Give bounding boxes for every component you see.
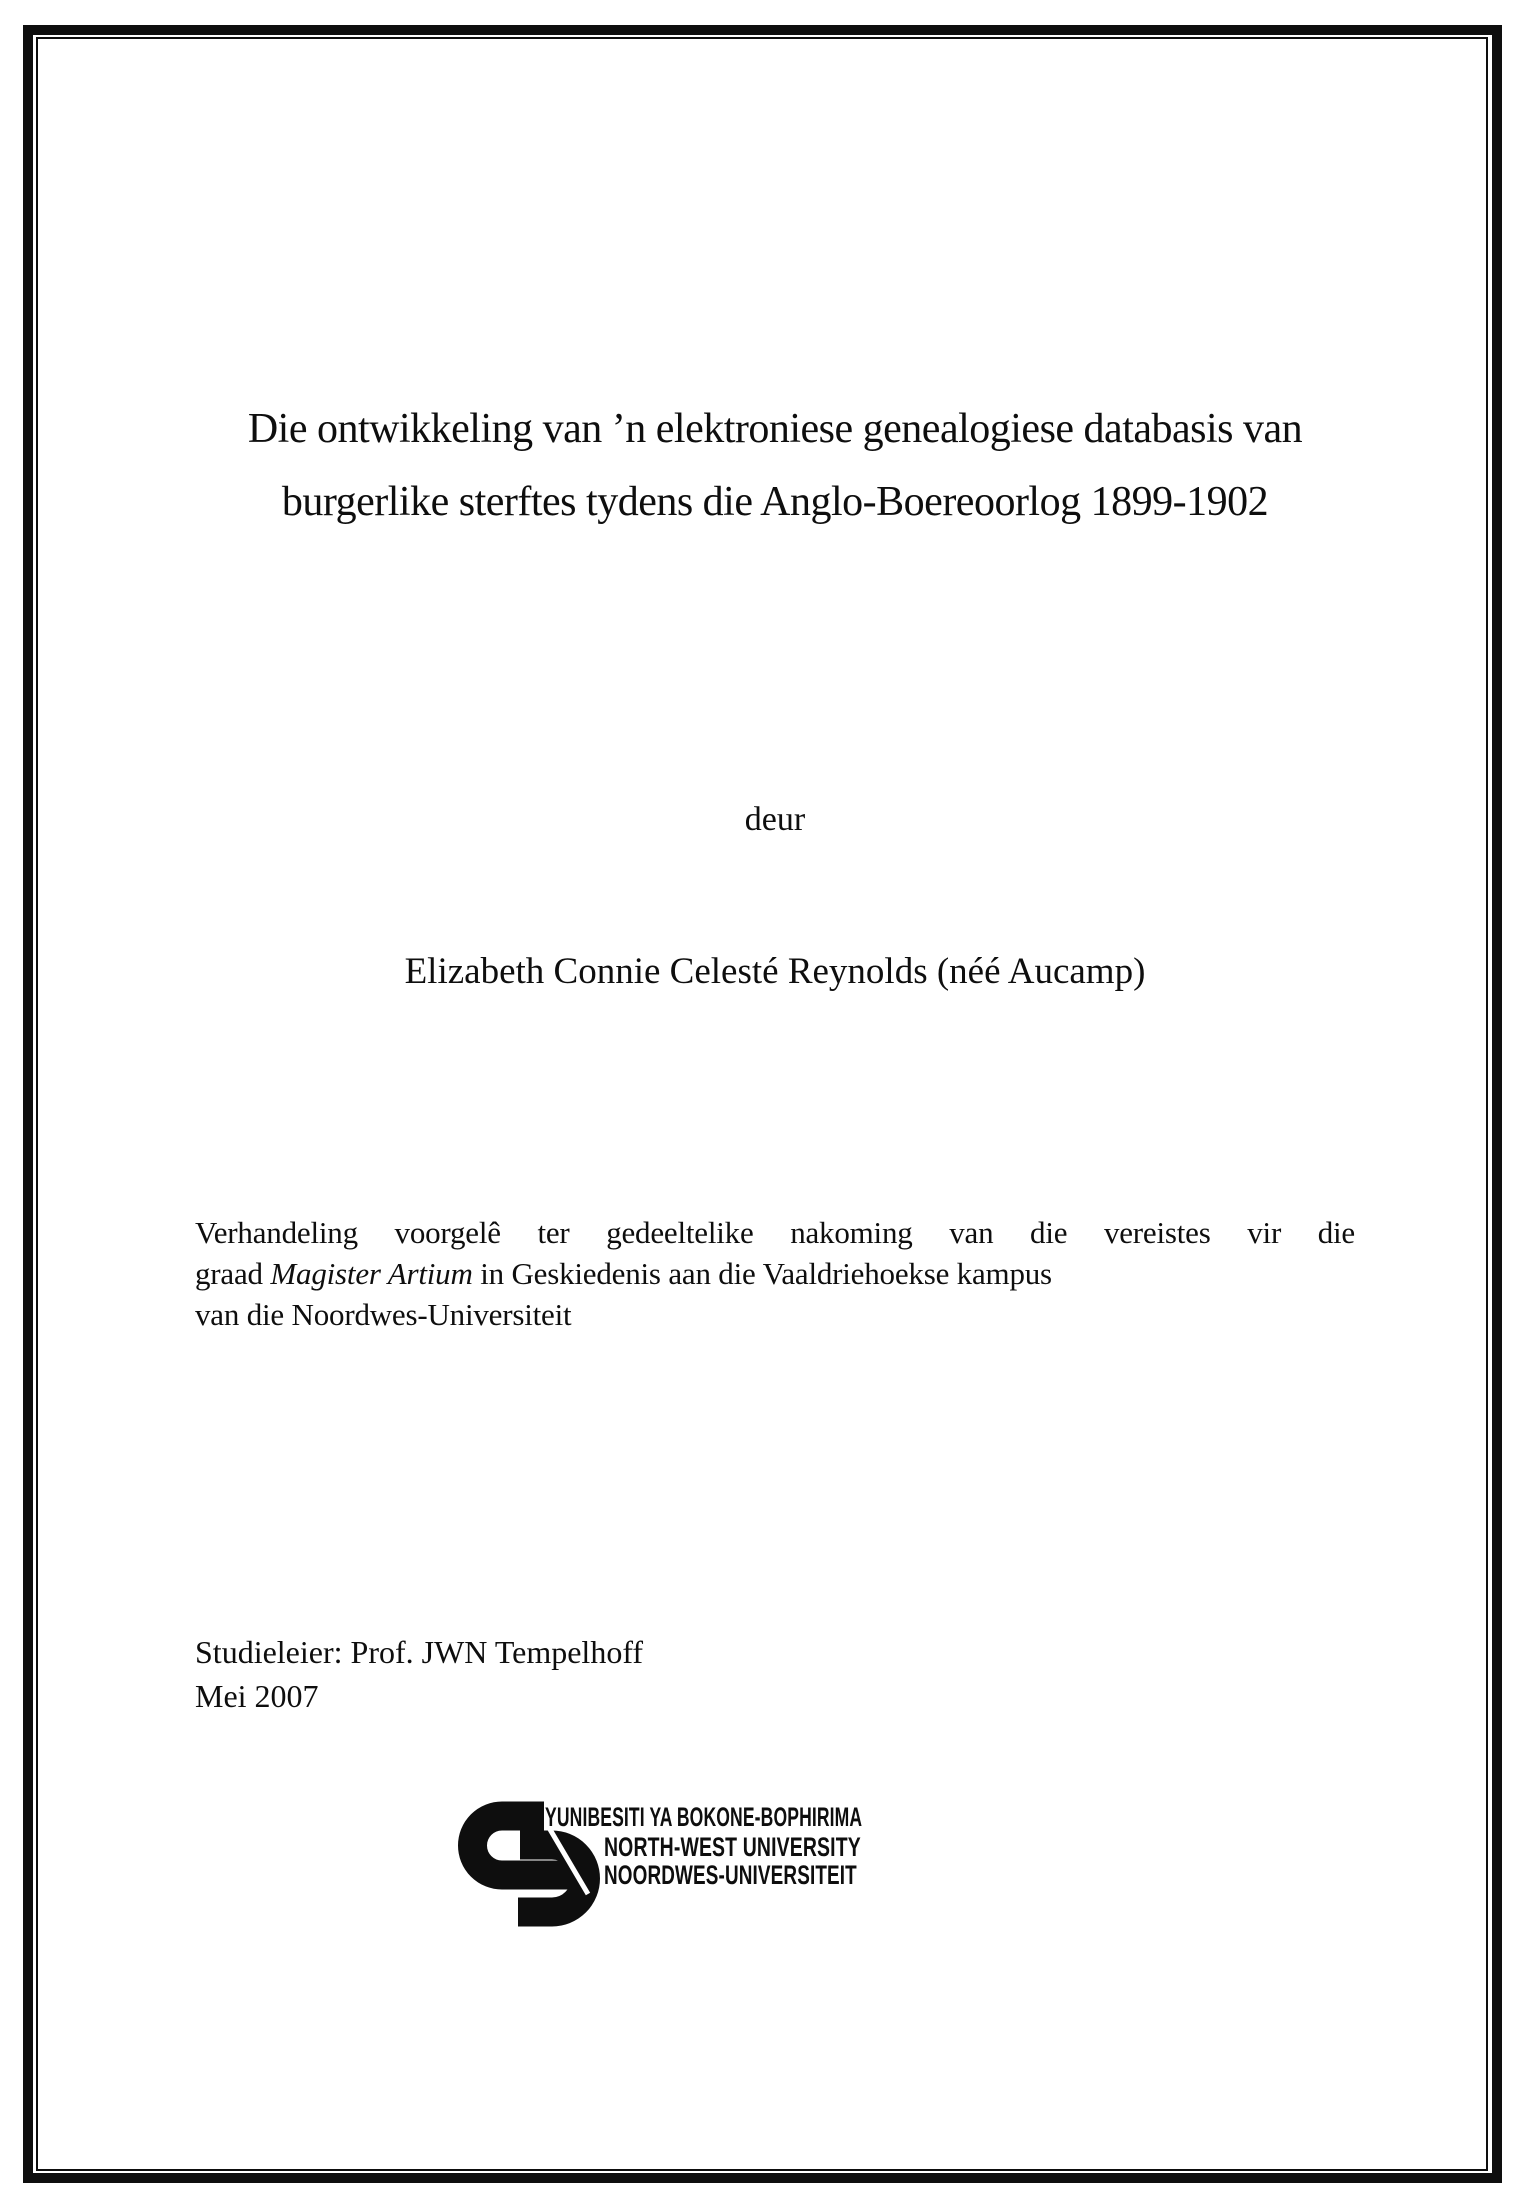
author-name: Elizabeth Connie Celesté Reynolds (néé Aucamp) xyxy=(404,951,1146,992)
degree-name-italic: Magister Artium xyxy=(270,1256,473,1291)
degree-statement-line3: van die Noordwes-Universiteit xyxy=(195,1297,572,1332)
supervisor-line: Studieleier: Prof. JWN Tempelhoff xyxy=(195,1634,644,1670)
supervisor-block xyxy=(195,1630,1355,1718)
byline-label: deur xyxy=(744,801,806,838)
degree-statement-line2 xyxy=(195,1253,1355,1294)
degree-statement-line1: Verhandeling voorgelê ter gedeeltelike nakoming van die vereistes vir die xyxy=(195,1215,1355,1250)
thesis-title-line2: burgerlike sterftes tydens die Anglo-Boereoorlog 1899-1902 xyxy=(281,479,1269,525)
logo-wordmark-english: NORTH-WEST UNIVERSITY xyxy=(604,1832,861,1862)
degree-statement-line2-suffix: in Geskiedenis aan die Vaaldriehoekse kampus xyxy=(472,1256,1052,1291)
thesis-title xyxy=(195,393,1355,539)
degree-statement-line2-prefix: graad xyxy=(195,1256,271,1291)
logo-wordmark-setswana: YUNIBESITI YA BOKONE-BOPHIRIMA xyxy=(545,1802,863,1832)
date-line: Mei 2007 xyxy=(195,1678,319,1714)
logo-wordmark-afrikaans: NOORDWES-UNIVERSITEIT xyxy=(604,1860,857,1890)
thesis-title-line1: Die ontwikkeling van ’n elektroniese genealogiese databasis van xyxy=(247,406,1303,452)
degree-statement xyxy=(195,1212,1355,1335)
